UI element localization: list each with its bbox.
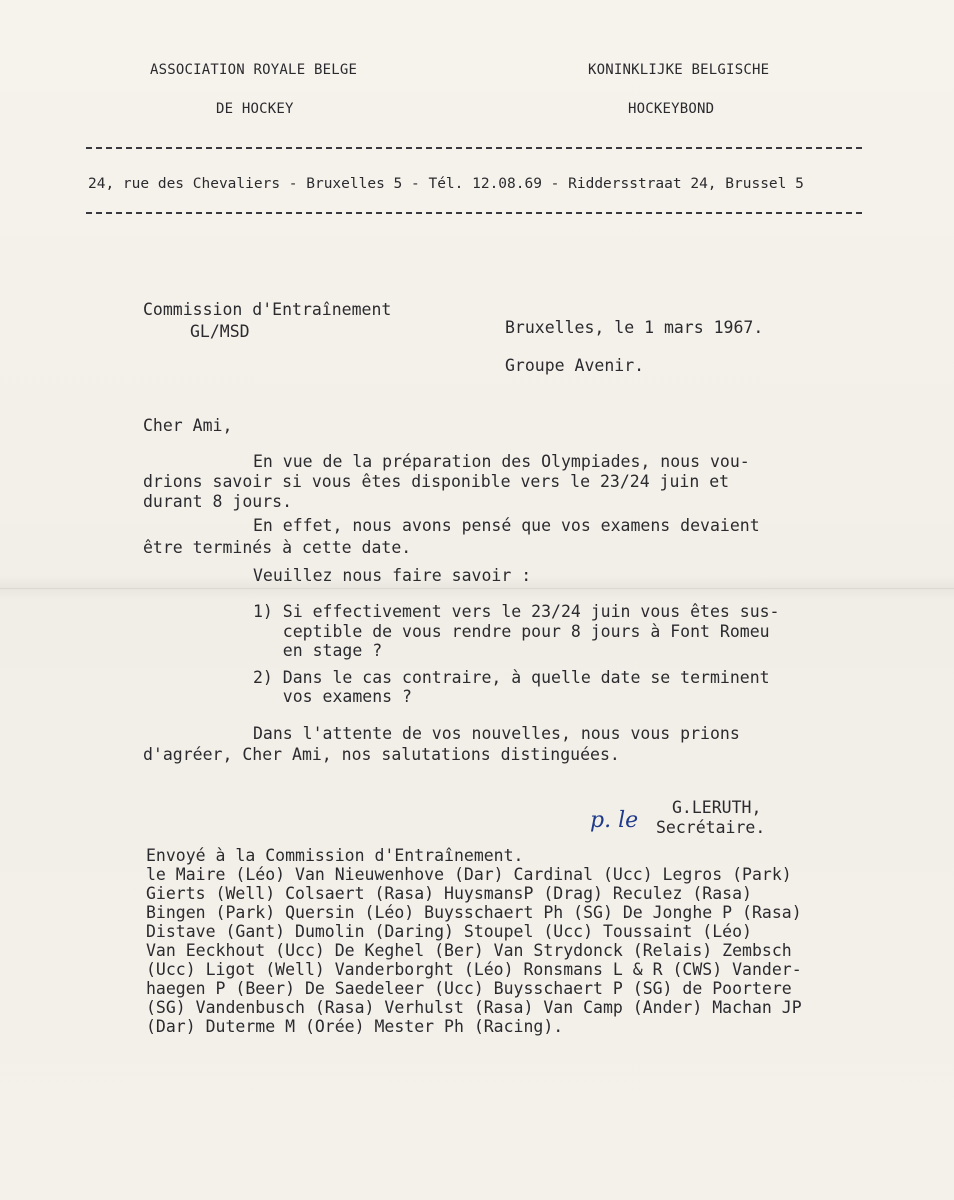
list-item-2-line1: 2) Dans le cas contraire, à quelle date se terminent: [253, 668, 770, 687]
list-item-2-line2: vos examens ?: [253, 687, 412, 706]
salutation: Cher Ami,: [143, 416, 233, 435]
date-line: Bruxelles, le 1 mars 1967.: [505, 318, 764, 337]
distribution-line-1: Envoyé à la Commission d'Entraînement.: [146, 846, 524, 865]
paragraph-1-line3: durant 8 jours.: [143, 492, 293, 511]
paragraph-1-line2: drions savoir si vous êtes disponible vers le 23/24 juin et: [143, 472, 730, 491]
closing-line2: d'agréer, Cher Ami, nos salutations distinguées.: [143, 745, 620, 764]
distribution-line-2: le Maire (Léo) Van Nieuwenhove (Dar) Cardinal (Ucc) Legros (Park): [146, 865, 792, 884]
distribution-line-5: Distave (Gant) Dumolin (Daring) Stoupel (Ucc) Toussaint (Léo): [146, 922, 752, 941]
distribution-line-9: (SG) Vandenbusch (Rasa) Verhulst (Rasa) Van Camp (Ander) Machan JP: [146, 998, 802, 1017]
distribution-line-7: (Ucc) Ligot (Well) Vanderborght (Léo) Ronsmans L & R (CWS) Vander-: [146, 960, 802, 979]
header-left-line1: ASSOCIATION ROYALE BELGE: [150, 62, 358, 78]
paragraph-3: Veuillez nous faire savoir :: [253, 566, 532, 585]
commission-reference: Commission d'Entraînement: [143, 300, 392, 319]
distribution-line-3: Gierts (Well) Colsaert (Rasa) HuysmansP (Drag) Reculez (Rasa): [146, 884, 752, 903]
header-divider-bottom: [86, 212, 862, 214]
header-right-line2: HOCKEYBOND: [628, 101, 715, 117]
list-item-1-line3: en stage ?: [253, 641, 383, 660]
group-line: Groupe Avenir.: [505, 356, 645, 375]
fold-crease: [0, 588, 954, 589]
paragraph-2-line2: être terminés à cette date.: [143, 538, 412, 557]
header-address: 24, rue des Chevaliers - Bruxelles 5 - Tél. 12.08.69 - Riddersstraat 24, Brussel 5: [88, 176, 804, 192]
handwritten-signature: p. le: [590, 808, 639, 833]
closing-line1: Dans l'attente de vos nouvelles, nous vous prions: [253, 724, 740, 743]
header-divider-top: [86, 147, 862, 149]
paragraph-1-line1: En vue de la préparation des Olympiades, nous vou-: [253, 452, 750, 471]
reference-initials: GL/MSD: [190, 322, 250, 341]
list-item-1-line1: 1) Si effectivement vers le 23/24 juin vous êtes sus-: [253, 602, 780, 621]
distribution-line-8: haegen P (Beer) De Saedeleer (Ucc) Buysschaert P (SG) de Poortere: [146, 979, 792, 998]
header-right-line1: KONINKLIJKE BELGISCHE: [588, 62, 770, 78]
distribution-line-4: Bingen (Park) Quersin (Léo) Buysschaert Ph (SG) De Jonghe P (Rasa): [146, 903, 802, 922]
list-item-1-line2: ceptible de vous rendre pour 8 jours à Font Romeu: [253, 622, 770, 641]
distribution-line-6: Van Eeckhout (Ucc) De Keghel (Ber) Van Strydonck (Relais) Zembsch: [146, 941, 792, 960]
signatory-title: Secrétaire.: [656, 818, 766, 837]
header-left-line2: DE HOCKEY: [216, 101, 294, 117]
distribution-line-10: (Dar) Duterme M (Orée) Mester Ph (Racing).: [146, 1017, 564, 1036]
paragraph-2-line1: En effet, nous avons pensé que vos examens devaient: [253, 516, 760, 535]
signatory-name: G.LERUTH,: [672, 798, 762, 817]
